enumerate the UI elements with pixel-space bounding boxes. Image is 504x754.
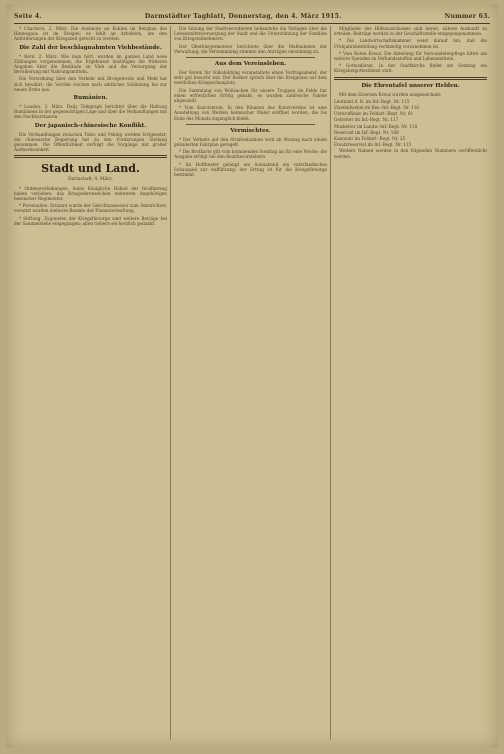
article-text: * Personalien. Ernannt wurde der Gerichtsassessor zum Amtsrichter; versetzt wurden mehrere Beamte der Finanzverwaltung. [14, 203, 167, 214]
divider [186, 124, 315, 125]
masthead [14, 10, 490, 22]
list-item: Kanonier im Feldart.-Regt. Nr. 25 [334, 136, 406, 142]
article-heading: Vermischtes. [230, 127, 271, 134]
list-item: Leutnant d. R. im Inf.-Regt. Nr. 115 [334, 98, 410, 104]
article-text: Die Verhandlungen zwischen Tokio und Peking werden fortgesetzt; die chinesische Regierung hat zu den Forderungen Stellung genommen. Die Öffentlichkeit verfolgt die Vorgänge mit großer Aufmerksamkeit. [14, 131, 167, 153]
list-item: Musketier im Landw.-Inf.-Regt. Nr. 118 [334, 123, 418, 129]
section-rule [14, 155, 167, 158]
article-text: * London, 3. März. Daily Telegraph berichtet über die Haltung Rumäniens in der gegenwärtigen Lage und über die Verhandlungen mit den Nachbarstaaten. [14, 104, 167, 120]
article-text: Die Verordnung über den Verkehr mit Brotgetreide und Mehl hat sich bewährt; die Vorräte reichen nach amtlicher Schätzung bis zur neuen Ernte aus. [14, 76, 167, 92]
article-text: * Die Brotkarte gilt vom kommenden Sonntag an für eine Woche; die Ausgabe erfolgt bei den Bezirksvorstehern. [174, 149, 327, 160]
section-dateline: Darmstadt, 4. März. [68, 177, 113, 183]
article-text: * Im Hoftheater gelangt am Sonnabend ein vaterländisches Schauspiel zur Aufführung; der Ertrag ist für die Kriegsfürsorge bestimmt. [174, 161, 327, 178]
list-item: Unteroffizier im Feldart.-Regt. Nr. 61 [334, 111, 414, 117]
section-heading: Stadt und Land. [41, 162, 140, 176]
article-text: Mit dem Eisernen Kreuz wurden ausgezeichnet: [339, 91, 442, 97]
article-text: * Vom Roten Kreuz. Die Abteilung für Verwundetenpflege bittet um weitere Spenden an Verbandsstoffen und Lebensmitteln. [334, 50, 487, 62]
article-text: * Ordensverleihungen. Seine Königliche Hoheit der Großherzog haben verliehen: das Kriegsehrenzeichen mehreren Angehörigen hessischer Regimenter. [14, 185, 167, 202]
article-text: Die Sitzung der Stadtverordneten behandelte die Vorlagen über die Lebensmittelversorgung der Stadt und die Unterstützung der Familien von Kriegsteilnehmern. [174, 26, 327, 42]
masthead-rule [14, 23, 490, 24]
newspaper-page [6, 4, 498, 748]
list-item: Gefreiter im Inf.-Regt. Nr. 117 [334, 117, 399, 123]
column-3 [334, 26, 487, 742]
honor-list [334, 99, 487, 148]
article-text: * Charleroi, 2. März. Die Ausbeute an Kohlen im Bergbau des Hennegaus ist im Steigen; es fehlt an Arbeitern, um den Anforderungen der Kriegszeit gerecht zu werden. [14, 26, 167, 42]
list-item: Ersatzreservist im Inf.-Regt. Nr. 115 [334, 142, 412, 148]
column-divider [170, 26, 171, 740]
article-text: * Vom Kunstverein. In den Räumen des Kunstvereins ist eine Ausstellung von Werken heimischer Maler eröffnet worden, die bis Ende des Monats zugänglich bleibt. [174, 105, 327, 121]
article-heading: Aus dem Vereinsleben. [214, 61, 287, 68]
article-text: * Die Landwirtschaftskammer weist darauf hin, daß die Frühjahrsbestellung rechtzeitig vorzunehmen ist. [334, 38, 487, 49]
article-text: Weitere Namen werden in den folgenden Nummern veröffentlicht werden. [334, 148, 487, 159]
article-heading: Der japanisch-chinesische Konflikt. [34, 122, 147, 129]
column-divider [330, 26, 331, 740]
article-heading: Rumänien. [73, 95, 108, 102]
article-text: * Bern, 2. März. Wie man hört, wurden im ganzen Land neue Zählungen vorgenommen; die Ergebnisse bestätigen die früheren Angaben über die Bestände an Vieh und die Versorgung der Bevölkerung mit Nahrungsmitteln. [14, 53, 167, 75]
article-text: * Stiftung. Zugunsten der Kriegsfürsorge sind weitere Beträge bei der Sammelstelle eingegangen; allen Gebern sei herzlich gedankt. [14, 215, 167, 226]
issue-number: Nummer 63. [444, 12, 490, 20]
newspaper-title: Darmstädter Tagblatt, Donnerstag, den 4. März 1915. [144, 12, 342, 20]
article-text: Die Sammlung von Wollsachen für unsere Truppen im Felde hat einen erfreulichen Erfolg gehabt; es wurden zahlreiche Pakete abgesandt. [174, 87, 327, 104]
article-text: * Gottesdienst. In der Stadtkirche findet am Sonntag ein Kriegsbetgottesdienst statt. [334, 63, 487, 74]
article-heading: Die Ehrentafel unserer Helden. [361, 82, 460, 89]
section-rule [334, 77, 487, 80]
article-text: Mitglieder des Hilfsausschusses sind bereit, nähere Auskunft zu erteilen. Beiträge werden in der Geschäftsstelle entgegengenommen. [334, 26, 487, 37]
article-heading: Die Zahl der beschlagnahmten Viehbestände. [19, 44, 162, 51]
page-number: Seite 4. [14, 12, 42, 20]
list-item: Reservist im Inf.-Regt. Nr. 168 [334, 129, 399, 135]
article-text: Der Verein für Volksbildung veranstaltete einen Vortragsabend, der sehr gut besucht war. Der Redner sprach über die Ereignisse auf dem westlichen Kriegsschauplatz. [174, 70, 327, 86]
column-2 [174, 26, 327, 742]
article-text: Der Oberbürgermeister berichtete über die Maßnahmen der Verwaltung; die Versammlung stimmte den Anträgen einstimmig zu. [174, 43, 327, 54]
article-text: * Der Verkehr auf den Straßenbahnen wird ab Montag nach einem geänderten Fahrplan geregelt. [174, 136, 327, 148]
divider [186, 57, 315, 58]
column-1 [14, 26, 167, 742]
list-item: Vizefeldwebel im Res.-Inf.-Regt. Nr. 116 [334, 105, 420, 111]
